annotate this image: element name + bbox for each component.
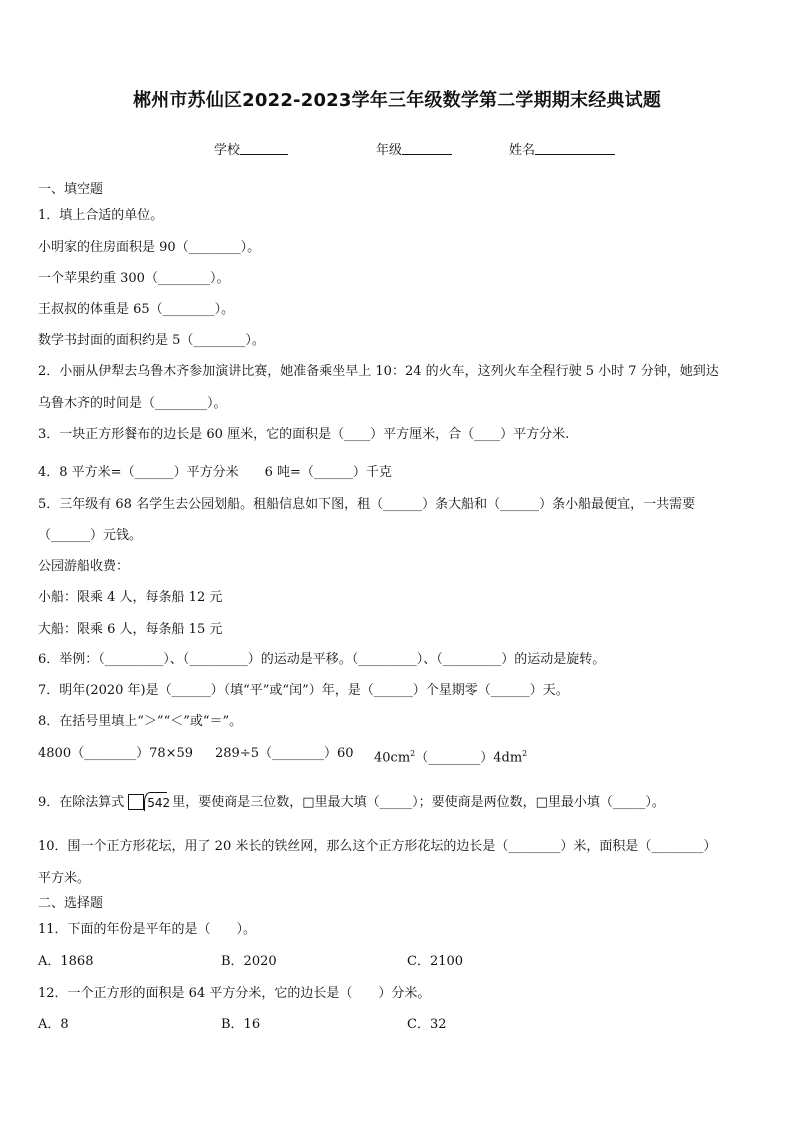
dividend: 542 <box>147 796 171 810</box>
q11-option-b[interactable]: B．2020 <box>221 954 277 969</box>
school-blank[interactable] <box>240 142 288 155</box>
question-8: 8．在括号里填上“＞”“＜”或“＝”。 <box>38 714 243 729</box>
grade-label: 年级 <box>376 143 403 158</box>
grade-blank[interactable] <box>402 142 452 155</box>
question-9-prefix: 9．在除法算式 <box>38 795 125 810</box>
squared-mark-2: 2 <box>522 749 528 758</box>
section-heading-fill: 一、填空题 <box>38 182 104 197</box>
q11-option-c[interactable]: C．2100 <box>407 954 464 969</box>
q12-option-c[interactable]: C．32 <box>407 1017 447 1032</box>
large-boat-info: 大船：限乘 6 人，每条船 15 元 <box>38 622 223 637</box>
question-11: 11．下面的年份是平年的是（ ）。 <box>38 922 257 937</box>
school-field <box>214 139 288 158</box>
question-1: 1．填上合适的单位。 <box>38 208 164 223</box>
name-field <box>509 139 615 158</box>
question-10-line-1: 10．围一个正方形花坛，用了 20 米长的铁丝网，那么这个正方形花坛的边长是（________）米，面积是（________） <box>38 839 717 854</box>
compare-item-2: 289÷5（________）60 <box>215 746 354 761</box>
compare-item-3-right: （________）4dm <box>415 750 523 766</box>
grade-field <box>376 139 452 158</box>
question-5-line-2: （______）元钱。 <box>38 528 143 543</box>
question-2-line-2: 乌鲁木齐的时间是（________）。 <box>38 396 227 411</box>
question-9 <box>38 791 758 813</box>
q12-option-b[interactable]: B．16 <box>221 1017 261 1032</box>
question-12: 12．一个正方形的面积是 64 平方分米，它的边长是（ ）分米。 <box>38 986 431 1001</box>
question-2-line-1: 2．小丽从伊犁去乌鲁木齐参加演讲比赛，她准备乘坐早上 10：24 的火车，这列火车全程行驶 5 小时 7 分钟，她到达 <box>38 364 719 379</box>
blank-digit-box <box>128 794 144 810</box>
compare-item-3-left: 40cm <box>374 750 411 766</box>
question-4: 4．8 平方米=（______）平方分米 6 吨=（______）千克 <box>38 465 392 480</box>
small-boat-info: 小船：限乘 4 人，每条船 12 元 <box>38 590 223 605</box>
question-9-suffix: 里，要使商是三位数，□里最大填（_____）；要使商是两位数，□里最小填（_____）。 <box>172 795 665 810</box>
squared-mark-1: 2 <box>410 749 416 758</box>
name-blank[interactable] <box>535 142 615 155</box>
question-5-line-1: 5．三年级有 68 名学生去公园划船。租船信息如下图，租（______）条大船和（______）条小船最便宜，一共需要 <box>38 497 696 512</box>
question-7: 7．明年(2020 年)是（______）（填“平”或“闰”）年，是（______）个星期零（______）天。 <box>38 683 569 698</box>
section-heading-choice: 二、选择题 <box>38 896 104 911</box>
q12-option-a[interactable]: A．8 <box>38 1017 69 1032</box>
compare-item-1: 4800（________）78×59 <box>38 746 194 761</box>
question-1-item-a: 小明家的住房面积是 90（________）。 <box>38 240 261 255</box>
compare-item-3 <box>374 745 527 767</box>
question-10-line-2: 平方米。 <box>38 871 91 886</box>
question-1-item-b: 一个苹果约重 300（________）。 <box>38 271 230 286</box>
question-3: 3．一块正方形餐布的边长是 60 厘米，它的面积是（____）平方厘米，合（____）平方分米. <box>38 427 570 442</box>
question-1-item-c: 王叔叔的体重是 65（________）。 <box>38 302 235 317</box>
question-6: 6．举例：（_________）、（_________）的运动是平移。（_________）、（_________）的运动是旋转。 <box>38 652 606 667</box>
q11-option-a[interactable]: A．1868 <box>38 954 94 969</box>
question-1-item-d: 数学书封面的面积约是 5（________）。 <box>38 333 265 348</box>
school-label: 学校 <box>214 143 241 158</box>
page-title: 郴州市苏仙区2022-2023学年三年级数学第二学期期末经典试题 <box>132 90 662 111</box>
long-division-figure <box>126 791 170 813</box>
boat-fee-heading: 公园游船收费： <box>38 559 130 574</box>
name-label: 姓名 <box>509 143 536 158</box>
